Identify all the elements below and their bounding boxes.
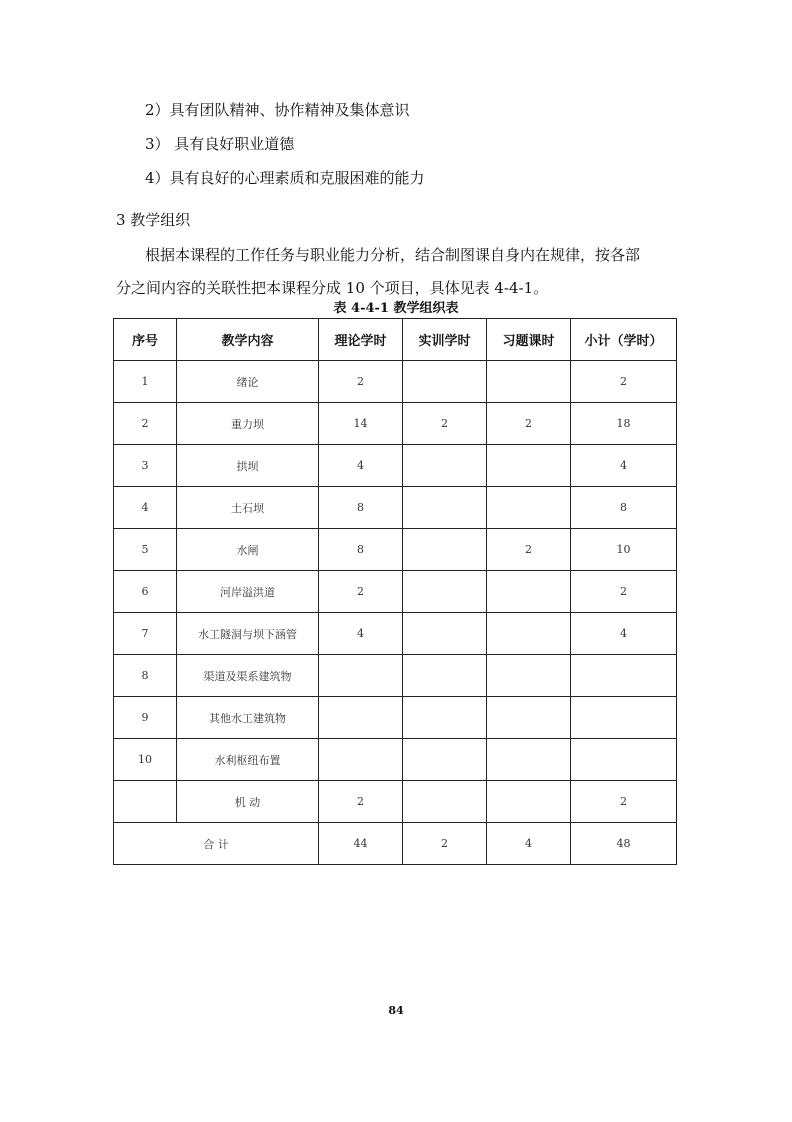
table-cell — [403, 613, 487, 655]
table-cell — [571, 739, 677, 781]
table-cell: 8 — [319, 529, 403, 571]
paragraph-line-2: 分之间内容的关联性把本课程分成 10 个项目，具体见表 4-4-1。 — [116, 279, 549, 297]
table-cell: 2 — [487, 529, 571, 571]
table-caption: 表 4-4-1 教学组织表 — [333, 301, 459, 316]
table-cell: 8 — [319, 487, 403, 529]
table-cell: 2 — [319, 571, 403, 613]
table-cell: 7 — [114, 613, 177, 655]
table-cell: 1 — [114, 361, 177, 403]
table-row — [114, 571, 677, 613]
table-cell: 水闸 — [177, 529, 319, 571]
table-cell: 8 — [571, 487, 677, 529]
table-cell — [487, 697, 571, 739]
table-cell: 2 — [571, 781, 677, 823]
table-cell: 8 — [114, 655, 177, 697]
table-cell: 渠道及渠系建筑物 — [177, 655, 319, 697]
table-cell: 10 — [571, 529, 677, 571]
table-cell: 9 — [114, 697, 177, 739]
total-cell: 4 — [487, 823, 571, 865]
header-cell: 小计（学时） — [571, 319, 677, 361]
total-label: 合 计 — [114, 823, 319, 865]
table-cell: 2 — [319, 361, 403, 403]
teaching-organization-table — [113, 318, 677, 865]
table-cell: 18 — [571, 403, 677, 445]
table-cell — [403, 781, 487, 823]
table-row — [114, 739, 677, 781]
section-heading: 3 教学组织 — [116, 211, 191, 229]
table-cell — [319, 739, 403, 781]
page-number: 84 — [388, 1004, 404, 1017]
table-cell — [571, 655, 677, 697]
table-cell — [487, 613, 571, 655]
table-cell — [403, 697, 487, 739]
header-cell: 习题课时 — [487, 319, 571, 361]
table-cell: 4 — [319, 613, 403, 655]
table-row — [114, 655, 677, 697]
table-cell: 2 — [403, 403, 487, 445]
total-cell: 48 — [571, 823, 677, 865]
table-cell — [114, 781, 177, 823]
table-cell — [487, 571, 571, 613]
table-cell: 其他水工建筑物 — [177, 697, 319, 739]
table-row — [114, 487, 677, 529]
table-cell: 河岸溢洪道 — [177, 571, 319, 613]
table-cell: 水工隧洞与坝下涵管 — [177, 613, 319, 655]
table-cell: 重力坝 — [177, 403, 319, 445]
table-cell — [319, 697, 403, 739]
table-cell: 10 — [114, 739, 177, 781]
table-header-row — [114, 319, 677, 361]
table-cell: 4 — [571, 613, 677, 655]
table-row — [114, 361, 677, 403]
table-cell: 水利枢纽布置 — [177, 739, 319, 781]
table-cell: 4 — [319, 445, 403, 487]
table-cell — [403, 361, 487, 403]
total-cell: 44 — [319, 823, 403, 865]
table-row — [114, 781, 677, 823]
total-cell: 2 — [403, 823, 487, 865]
table-cell — [487, 487, 571, 529]
table-cell — [403, 655, 487, 697]
table-cell: 拱坝 — [177, 445, 319, 487]
table-cell — [487, 739, 571, 781]
list-item-3: 3） 具有良好职业道德 — [145, 135, 295, 153]
table-cell: 4 — [571, 445, 677, 487]
table-row — [114, 613, 677, 655]
list-item-2: 2）具有团队精神、协作精神及集体意识 — [145, 101, 410, 119]
table-cell — [571, 697, 677, 739]
table-cell: 2 — [319, 781, 403, 823]
table-cell: 5 — [114, 529, 177, 571]
table-total-row — [114, 823, 677, 865]
paragraph-line-1: 根据本课程的工作任务与职业能力分析，结合制图课自身内在规律，按各部 — [145, 246, 641, 264]
table-cell: 2 — [571, 361, 677, 403]
header-cell: 实训学时 — [403, 319, 487, 361]
table-cell — [403, 571, 487, 613]
table-cell — [403, 739, 487, 781]
header-cell: 序号 — [114, 319, 177, 361]
table-cell — [403, 529, 487, 571]
list-item-4: 4）具有良好的心理素质和克服困难的能力 — [145, 169, 425, 187]
header-cell: 理论学时 — [319, 319, 403, 361]
table-cell: 土石坝 — [177, 487, 319, 529]
table-row — [114, 403, 677, 445]
table-cell: 6 — [114, 571, 177, 613]
table-cell — [403, 487, 487, 529]
table-row — [114, 697, 677, 739]
table-cell: 4 — [114, 487, 177, 529]
table-row — [114, 445, 677, 487]
table-cell — [319, 655, 403, 697]
table-cell: 2 — [571, 571, 677, 613]
table-cell: 14 — [319, 403, 403, 445]
header-cell: 教学内容 — [177, 319, 319, 361]
table-cell: 2 — [487, 403, 571, 445]
table-cell — [487, 445, 571, 487]
table-cell — [487, 361, 571, 403]
table-cell — [403, 445, 487, 487]
table-cell: 2 — [114, 403, 177, 445]
table-cell: 3 — [114, 445, 177, 487]
table-cell — [487, 781, 571, 823]
table-row — [114, 529, 677, 571]
table-cell — [487, 655, 571, 697]
table-body — [114, 361, 677, 823]
table-cell: 机 动 — [177, 781, 319, 823]
table-cell: 绪论 — [177, 361, 319, 403]
